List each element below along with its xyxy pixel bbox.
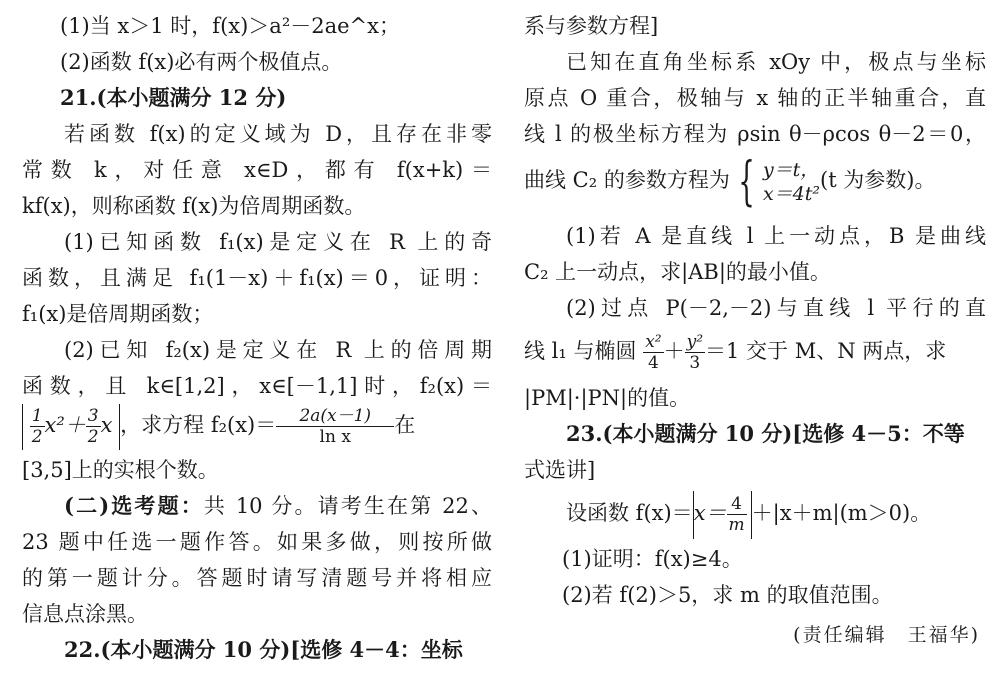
q22-part1-line-1: (1)若 A 是直线 l 上一动点，B 是曲线 bbox=[566, 224, 986, 248]
brace-symbol: { bbox=[738, 151, 755, 212]
q22-part2-line-3: |PM|·|PN|的值。 bbox=[524, 386, 691, 410]
editor-credit: (责任编辑 王福华) bbox=[793, 624, 980, 646]
x-squared-term: x²＋ bbox=[44, 413, 86, 437]
abs-bar-left bbox=[22, 404, 23, 450]
question-22-heading: 22.(本小题满分 10 分)[选修 4－4：坐标 bbox=[64, 637, 463, 662]
q22-part2-line-1: (2)过点 P(－2,－2)与直线 l 平行的直 bbox=[566, 296, 986, 320]
fraction-rhs: $\frac{2a(x-1)}{\text{ln x}}$ bbox=[276, 406, 394, 447]
q22-line-2: 原点 O 重合，极轴与 x 轴的正半轴重合，直 bbox=[524, 86, 986, 110]
q21-part2-line-1: (2)已知 f₂(x)是定义在 R 上的倍周期 bbox=[64, 338, 492, 362]
q21-part1-line-3: f₁(x)是倍周期函数； bbox=[22, 302, 214, 326]
condition-2: (2)函数 f(x)必有两个极值点。 bbox=[60, 50, 343, 74]
q22-line-3: 线 l 的极坐标方程为 ρsin θ－ρcos θ－2＝0， bbox=[524, 122, 986, 146]
elective-section-line-1: (二)选考题：共 10 分。请考生在第 22、 bbox=[64, 493, 493, 518]
q22-ellipse-line: 线 l₁ 与椭圆 $\frac{\text{x²}}{4}$ ＋ $\frac{\text{y²}}{3}$ ＝1 交于 M、N 两点，求 bbox=[524, 332, 947, 373]
fraction-4-over-m: $\frac{4}{m}$ bbox=[728, 494, 745, 535]
equation-middle: ，求方程 f₂(x)＝ bbox=[120, 413, 277, 437]
equation-tail: 在 bbox=[394, 413, 416, 437]
q21-part2-line-4: [3,5]上的实根个数。 bbox=[22, 458, 219, 482]
q23-part2: (2)若 f(2)＞5，求 m 的取值范围。 bbox=[562, 583, 893, 607]
fraction-x2-over-4: $\frac{\text{x²}}{4}$ bbox=[645, 332, 662, 373]
q22-heading-cont: 系与参数方程] bbox=[524, 14, 659, 38]
elective-section-line-4: 信息点涂黑。 bbox=[22, 602, 148, 626]
q22-parametric-line: 曲线 C₂ 的参数方程为 { y＝t， x＝4t² (t 为参数)。 bbox=[524, 151, 936, 212]
question-21-heading: 21.(本小题满分 12 分) bbox=[60, 85, 287, 110]
q21-formula-line bbox=[22, 401, 492, 449]
q23-part1: (1)证明：f(x)≥4。 bbox=[562, 547, 743, 571]
elective-section-line-2: 23 题中任选一题作答。如果多做，则按所做 bbox=[22, 530, 492, 554]
parametric-system: y＝t， x＝4t² bbox=[762, 158, 820, 205]
x-term: x bbox=[100, 413, 113, 437]
q21-line-1: 若函数 f(x)的定义域为 D，且存在非零 bbox=[64, 122, 492, 146]
q22-line-1: 已知在直角坐标系 xOy 中，极点与坐标 bbox=[566, 50, 986, 74]
q23-function-line: 设函数 f(x)＝x＝ $\frac{4}{m}$ ＋|x＋m|(m＞0)。 bbox=[524, 487, 986, 539]
q21-part2-line-2: 函数，且 k∈[1,2]，x∈[－1,1]时，f₂(x)＝ bbox=[22, 374, 492, 398]
right-column bbox=[524, 0, 986, 695]
elective-section-line-3: 的第一题计分。答题时请写清题号并将相应 bbox=[22, 566, 492, 590]
fraction-y2-over-3: $\frac{\text{y²}}{3}$ bbox=[686, 332, 704, 373]
q23-heading-cont: 式选讲] bbox=[524, 458, 596, 482]
fraction-three-halves: $\frac{3}{2}$ bbox=[87, 406, 99, 447]
q21-part1-line-2: 函数，且满足 f₁(1－x)＋f₁(x)＝0，证明： bbox=[22, 266, 492, 290]
left-column bbox=[22, 0, 492, 695]
q21-part1-line-1: (1)已知函数 f₁(x)是定义在 R 上的奇 bbox=[64, 230, 492, 254]
fraction-one-half: $\frac{1}{2}$ bbox=[31, 406, 43, 447]
question-23-heading: 23.(本小题满分 10 分)[选修 4－5：不等 bbox=[566, 421, 965, 446]
condition-1: (1)当 x＞1 时，f(x)＞a²－2ae^x； bbox=[60, 14, 400, 38]
q22-part1-line-2: C₂ 上一动点，求|AB|的最小值。 bbox=[524, 260, 831, 284]
elective-section-title: (二)选考题： bbox=[64, 493, 204, 518]
q21-line-2: 常数 k，对任意 x∈D，都有 f(x+k)＝ bbox=[22, 158, 492, 182]
q21-line-3: kf(x)，则称函数 f(x)为倍周期函数。 bbox=[22, 194, 366, 218]
